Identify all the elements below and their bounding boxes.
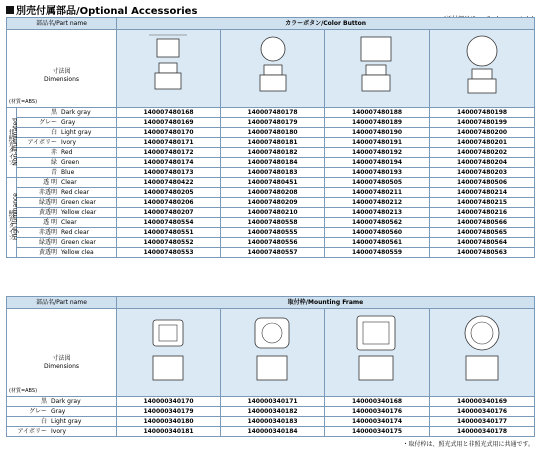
part-number-cell: 140000340174 bbox=[325, 417, 430, 427]
part-number-cell: 140000340169 bbox=[430, 397, 535, 407]
frame-figure-square-large bbox=[325, 309, 430, 397]
part-number-cell: 140007480191 bbox=[325, 138, 430, 148]
button-figure-square-small bbox=[117, 30, 221, 108]
non-illuminated-label-jp: 非照光タイプ bbox=[7, 129, 14, 166]
dimensions-label-jp: 寸法図 bbox=[52, 67, 71, 75]
part-number-cell: 140007480198 bbox=[430, 108, 535, 118]
table-row bbox=[7, 158, 535, 168]
part-number-cell: 140007480202 bbox=[430, 148, 535, 158]
part-number-cell: 140007480203 bbox=[430, 168, 535, 178]
table-row bbox=[7, 238, 535, 248]
part-number-cell: 140007480559 bbox=[325, 248, 430, 258]
part-number-cell: 140007480174 bbox=[117, 158, 221, 168]
table-row bbox=[7, 198, 535, 208]
color-name-en: Clear bbox=[61, 218, 77, 226]
color-name-cell bbox=[17, 188, 117, 198]
non-illuminated-group-label bbox=[7, 108, 17, 178]
part-number-cell: 140007480563 bbox=[430, 248, 535, 258]
table-row bbox=[7, 248, 535, 258]
part-number-cell: 140000340171 bbox=[221, 397, 325, 407]
part-number-cell: 140007480552 bbox=[117, 238, 221, 248]
part-number-cell: 140000340168 bbox=[325, 397, 430, 407]
title-square-icon bbox=[6, 6, 14, 14]
part-number-cell: 140007480213 bbox=[325, 208, 430, 218]
part-number-cell: 140007480173 bbox=[117, 168, 221, 178]
part-number-cell: 140007480168 bbox=[117, 108, 221, 118]
color-name-jp: 黒 bbox=[40, 397, 47, 405]
part-number-cell: 140007480557 bbox=[221, 248, 325, 258]
material-note: (材質=ABS) bbox=[9, 99, 38, 105]
part-number-cell: 140007480170 bbox=[117, 128, 221, 138]
color-name-jp: 白 bbox=[50, 128, 57, 136]
color-name-jp: 黄透明 bbox=[38, 208, 57, 216]
color-name-jp: アイボリー bbox=[17, 427, 47, 435]
part-name-header: 部品名/Part name bbox=[7, 18, 117, 30]
table-row bbox=[7, 128, 535, 138]
part-number-cell: 140007480551 bbox=[117, 228, 221, 238]
part-number-cell: 140000340176 bbox=[325, 407, 430, 417]
frame-material-note: (材質=ABS) bbox=[9, 388, 38, 394]
color-name-en: Yellow clea bbox=[61, 248, 94, 256]
part-number-cell: 140007480189 bbox=[325, 118, 430, 128]
frame-figure-round-large bbox=[430, 309, 535, 397]
part-number-cell: 140007480564 bbox=[430, 238, 535, 248]
part-number-cell: 140007480205 bbox=[117, 188, 221, 198]
part-number-cell: 140000340183 bbox=[221, 417, 325, 427]
color-name-en: Red clear bbox=[61, 188, 90, 196]
frame-common-note: ・取付枠は、照光式用と非照光式用に共通です。 bbox=[402, 441, 534, 448]
part-number-cell: 140000340179 bbox=[117, 407, 221, 417]
color-name-en: Clear bbox=[61, 178, 77, 186]
color-name-en: Dark gray bbox=[51, 397, 81, 405]
color-name-cell bbox=[17, 218, 117, 228]
part-number-cell: 140000340180 bbox=[117, 417, 221, 427]
part-number-cell: 140007480172 bbox=[117, 148, 221, 158]
part-number-cell: 140000340184 bbox=[221, 427, 325, 437]
part-number-cell: 140000340181 bbox=[117, 427, 221, 437]
color-name-en: Red clear bbox=[61, 228, 90, 236]
color-name-cell bbox=[17, 108, 117, 118]
color-name-jp: 赤透明 bbox=[38, 188, 57, 196]
table-row bbox=[7, 228, 535, 238]
color-name-en: Dark gray bbox=[61, 108, 91, 116]
part-number-cell: 140007480207 bbox=[117, 208, 221, 218]
page-title bbox=[6, 2, 197, 17]
part-number-cell: 140007480183 bbox=[221, 168, 325, 178]
button-figure-square-large bbox=[325, 30, 430, 108]
color-name-en: Gray bbox=[51, 407, 66, 415]
part-number-cell: 140007480178 bbox=[221, 108, 325, 118]
color-name-jp: 白 bbox=[40, 417, 47, 425]
part-number-cell: 140007480562 bbox=[325, 218, 430, 228]
part-number-cell: 140007480209 bbox=[221, 198, 325, 208]
part-number-cell: 140007480451 bbox=[221, 178, 325, 188]
table-row bbox=[7, 407, 535, 417]
color-name-jp: 青 bbox=[50, 168, 57, 176]
color-name-en: Light gray bbox=[51, 417, 82, 425]
part-number-cell: 140000340175 bbox=[325, 427, 430, 437]
frame-figure-square-small bbox=[117, 309, 221, 397]
color-name-jp: 黄透明 bbox=[38, 248, 57, 256]
color-name-cell bbox=[17, 228, 117, 238]
button-figure-round bbox=[221, 30, 325, 108]
color-name-cell bbox=[17, 168, 117, 178]
part-number-cell: 140000340178 bbox=[430, 427, 535, 437]
color-name-cell bbox=[7, 417, 117, 427]
table-row bbox=[7, 168, 535, 178]
color-name-jp: 緑透明 bbox=[38, 198, 57, 206]
color-name-en: Red bbox=[61, 148, 73, 156]
color-name-jp: アイボリー bbox=[27, 138, 57, 146]
table-row bbox=[7, 218, 535, 228]
table-row bbox=[7, 397, 535, 407]
color-name-jp: 黒 bbox=[50, 108, 57, 116]
table-row bbox=[7, 188, 535, 198]
table-row bbox=[7, 118, 535, 128]
part-number-cell: 140007480560 bbox=[325, 228, 430, 238]
color-name-en: Ivory bbox=[51, 427, 67, 435]
frame-figure-square-round bbox=[221, 309, 325, 397]
part-number-cell: 140007480215 bbox=[430, 198, 535, 208]
part-number-cell: 140007480210 bbox=[221, 208, 325, 218]
color-name-en: Green clear bbox=[61, 238, 96, 246]
table-row bbox=[7, 178, 535, 188]
color-name-cell bbox=[17, 178, 117, 188]
illuminated-label-en: High luminance bbox=[12, 193, 19, 240]
non-illuminated-label-en: Non-illuminated bbox=[12, 117, 19, 166]
illuminated-label-jp: 照光タイプ bbox=[7, 209, 14, 240]
color-name-cell bbox=[7, 397, 117, 407]
part-number-cell: 140007480422 bbox=[117, 178, 221, 188]
part-number-cell: 140007480199 bbox=[430, 118, 535, 128]
part-number-cell: 140007480216 bbox=[430, 208, 535, 218]
part-number-cell: 140000340182 bbox=[221, 407, 325, 417]
frame-dimensions-label-en: Dimensions bbox=[43, 362, 80, 370]
color-name-jp: 透 明 bbox=[43, 218, 57, 226]
part-number-cell: 140007480179 bbox=[221, 118, 325, 128]
part-number-cell: 140007480201 bbox=[430, 138, 535, 148]
part-number-cell: 140007480193 bbox=[325, 168, 430, 178]
dimensions-label-cell bbox=[7, 30, 117, 108]
illuminated-group-label bbox=[7, 178, 17, 258]
color-name-cell bbox=[17, 208, 117, 218]
part-number-cell: 140007480214 bbox=[430, 188, 535, 198]
part-number-cell: 140007480188 bbox=[325, 108, 430, 118]
part-number-cell: 140007480194 bbox=[325, 158, 430, 168]
part-number-cell: 140007480506 bbox=[430, 178, 535, 188]
part-number-cell: 140007480184 bbox=[221, 158, 325, 168]
color-name-en: Green clear bbox=[61, 198, 96, 206]
color-name-en: Light gray bbox=[61, 128, 92, 136]
part-number-cell: 140007480169 bbox=[117, 118, 221, 128]
color-name-cell bbox=[17, 138, 117, 148]
part-number-cell: 140000340177 bbox=[430, 417, 535, 427]
color-name-jp: 透 明 bbox=[43, 178, 57, 186]
color-name-en: Ivory bbox=[61, 138, 77, 146]
part-number-cell: 140007480556 bbox=[221, 238, 325, 248]
color-name-en: Blue bbox=[61, 168, 75, 176]
part-number-cell: 140007480212 bbox=[325, 198, 430, 208]
color-name-cell bbox=[17, 158, 117, 168]
part-number-cell: 140007480554 bbox=[117, 218, 221, 228]
color-name-jp: 緑透明 bbox=[38, 238, 57, 246]
color-name-jp: グレー bbox=[38, 118, 57, 126]
color-button-header: カラーボタン/Color Button bbox=[117, 18, 535, 30]
page-title-text: 別売付属部品/Optional Accessories bbox=[16, 6, 198, 17]
part-number-cell: 140007480190 bbox=[325, 128, 430, 138]
color-name-cell bbox=[7, 407, 117, 417]
table-row bbox=[7, 417, 535, 427]
part-number-cell: 140007480180 bbox=[221, 128, 325, 138]
color-name-en: Yellow clear bbox=[61, 208, 97, 216]
color-name-cell bbox=[7, 427, 117, 437]
frame-dimensions-label-cell bbox=[7, 309, 117, 397]
part-number-cell: 140007480505 bbox=[325, 178, 430, 188]
mounting-frame-header: 取付枠/Mounting Frame bbox=[117, 297, 535, 309]
part-number-cell: 140000340176 bbox=[430, 407, 535, 417]
part-number-cell: 140007480206 bbox=[117, 198, 221, 208]
part-number-cell: 140007480565 bbox=[430, 228, 535, 238]
color-name-en: Green bbox=[61, 158, 80, 166]
part-number-cell: 140007480558 bbox=[221, 218, 325, 228]
frame-part-name-header: 部品名/Part name bbox=[7, 297, 117, 309]
part-number-cell: 140007480181 bbox=[221, 138, 325, 148]
part-number-cell: 140007480204 bbox=[430, 158, 535, 168]
mounting-frame-table bbox=[6, 296, 535, 437]
color-name-jp: グレー bbox=[28, 407, 47, 415]
color-name-cell bbox=[17, 118, 117, 128]
table-row bbox=[7, 148, 535, 158]
button-figure-round-large bbox=[430, 30, 535, 108]
table-row bbox=[7, 108, 535, 118]
color-button-table bbox=[6, 17, 535, 258]
color-name-cell bbox=[17, 148, 117, 158]
part-number-cell: 140007480182 bbox=[221, 148, 325, 158]
part-number-cell: 140007480171 bbox=[117, 138, 221, 148]
color-name-jp: 緑 bbox=[50, 158, 57, 166]
part-number-cell: 140007480553 bbox=[117, 248, 221, 258]
table-row bbox=[7, 138, 535, 148]
part-number-cell: 140007480192 bbox=[325, 148, 430, 158]
color-name-en: Gray bbox=[61, 118, 76, 126]
color-name-jp: 赤透明 bbox=[38, 228, 57, 236]
part-number-cell: 140000340170 bbox=[117, 397, 221, 407]
frame-dimensions-label-jp: 寸法図 bbox=[52, 354, 71, 362]
dimensions-label-en: Dimensions bbox=[43, 75, 80, 83]
part-number-cell: 140007480561 bbox=[325, 238, 430, 248]
part-number-cell: 140007480211 bbox=[325, 188, 430, 198]
color-name-cell bbox=[17, 238, 117, 248]
color-name-jp: 赤 bbox=[50, 148, 57, 156]
part-number-cell: 140007480566 bbox=[430, 218, 535, 228]
table-row bbox=[7, 208, 535, 218]
color-name-cell bbox=[17, 198, 117, 208]
part-number-cell: 140007480208 bbox=[221, 188, 325, 198]
color-name-cell bbox=[17, 128, 117, 138]
part-number-cell: 140007480555 bbox=[221, 228, 325, 238]
part-number-cell: 140007480200 bbox=[430, 128, 535, 138]
table-row bbox=[7, 427, 535, 437]
color-name-cell bbox=[17, 248, 117, 258]
